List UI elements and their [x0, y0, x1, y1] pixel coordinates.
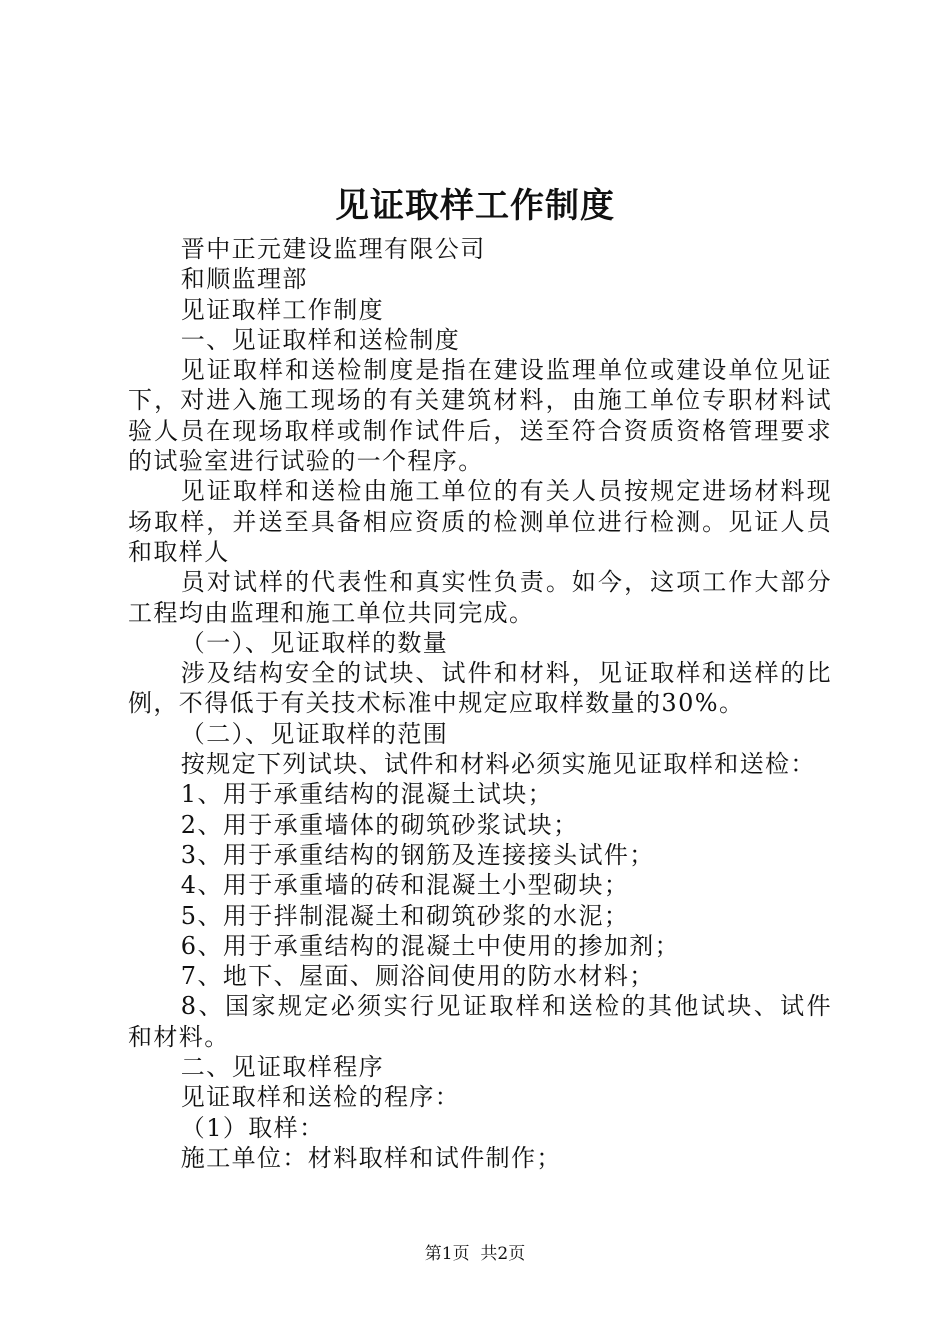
- paragraph: 施工单位：材料取样和试件制作；: [180, 1143, 562, 1172]
- paragraph-subtitle: 见证取样工作制度: [180, 295, 384, 324]
- paragraph: 按规定下列试块、试件和材料必须实施见证取样和送检：: [180, 750, 816, 779]
- paragraph-department: 和顺监理部: [180, 265, 308, 294]
- list-item: 1、用于承重结构的混凝土试块；: [180, 780, 554, 809]
- paragraph: 员对试样的代表性和真实性负责。如今，这项工作大部分工程均由监理和施工单位共同完成。: [128, 568, 832, 627]
- section-heading-2: 二、见证取样程序: [180, 1053, 384, 1082]
- list-item: 8、国家规定必须实行见证取样和送检的其他试块、试件和材料。: [128, 992, 832, 1051]
- subsection-heading-quantity: （一）、见证取样的数量: [180, 628, 449, 657]
- page-number: 第1页 共2页: [424, 1244, 526, 1264]
- list-item: 5、用于拌制混凝土和砌筑砂浆的水泥；: [180, 901, 630, 930]
- section-heading-1: 一、见证取样和送检制度: [180, 325, 461, 354]
- paragraph: 见证取样和送检制度是指在建设监理单位或建设单位见证下，对进入施工现场的有关建筑材料，由施工单位专职材料试验人员在现场取样或制作试件后，送至符合资质资格管理要求的试验室进行试验的一个程序。: [128, 356, 832, 476]
- paragraph: 涉及结构安全的试块、试件和材料，见证取样和送样的比例，不得低于有关技术标准中规定应取样数量的30%。: [128, 659, 832, 718]
- document-body: [128, 234, 832, 1173]
- list-item: 7、地下、屋面、厕浴间使用的防水材料；: [180, 962, 655, 991]
- list-item: 4、用于承重墙的砖和混凝土小型砌块；: [180, 871, 630, 900]
- paragraph: 见证取样和送检的程序：: [180, 1083, 461, 1112]
- subsection-heading-scope: （二）、见证取样的范围: [180, 719, 449, 748]
- list-item: 6、用于承重结构的混凝土中使用的掺加剂；: [180, 931, 681, 960]
- list-item: 3、用于承重结构的钢筋及连接接头试件；: [180, 840, 655, 869]
- document-title: 见证取样工作制度: [335, 186, 615, 226]
- paragraph: 见证取样和送检由施工单位的有关人员按规定进场材料现场取样，并送至具备相应资质的检测单位进行检测。见证人员和取样人: [128, 477, 832, 566]
- list-item: 2、用于承重墙体的砌筑砂浆试块；: [180, 810, 579, 839]
- page-footer: [0, 1242, 950, 1266]
- paragraph: （1）取样：: [180, 1113, 325, 1142]
- paragraph-company: 晋中正元建设监理有限公司: [180, 235, 486, 263]
